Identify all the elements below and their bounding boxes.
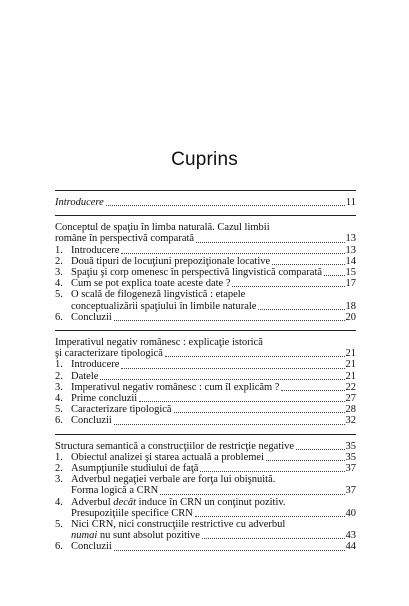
toc-page-number: 13: [345, 244, 356, 256]
toc-page-number: 13: [345, 233, 356, 245]
toc-page-number: 21: [345, 348, 356, 360]
dot-leader: [160, 494, 344, 495]
item-label: Caracterizare tipologică: [71, 404, 172, 416]
toc-item: [55, 312, 356, 323]
item-label: Concluzii: [71, 415, 112, 427]
item-label: Obiectul analizei şi starea actuală a problemei: [71, 451, 264, 463]
toc-section-chapter-3: [55, 434, 356, 553]
item-label: Presupoziţiile specifice CRN: [71, 507, 193, 519]
toc-page-number: 44: [345, 541, 356, 553]
item-number: 6.: [55, 311, 63, 323]
toc-page-number: 11: [345, 197, 356, 208]
dot-leader: [232, 286, 344, 287]
item-number: 3.: [55, 474, 63, 486]
toc-entry-label: Introducere: [55, 197, 104, 208]
dot-leader: [139, 401, 344, 402]
dot-leader: [281, 390, 344, 391]
dot-leader: [200, 471, 344, 472]
toc-item: [55, 508, 356, 519]
toc-item-first-line: [55, 519, 356, 530]
item-label-italic: decât: [113, 496, 137, 508]
dot-leader: [114, 424, 345, 425]
item-number: 5.: [55, 404, 63, 416]
dot-leader: [202, 538, 345, 539]
toc-page-number: 28: [345, 404, 356, 416]
dot-leader: [174, 412, 345, 413]
item-label: nu sunt absolut pozitive: [97, 530, 200, 542]
item-label: Adverbul negaţiei verbale are forţa lui obişnuită.: [71, 474, 276, 486]
item-label: Adverbul: [71, 496, 114, 508]
dot-leader: [296, 449, 344, 450]
dot-leader: [121, 368, 344, 369]
item-number: 2.: [55, 463, 63, 475]
toc-page-number: 15: [345, 267, 356, 279]
chapter-title-line: Conceptul de spaţiu în limba naturală. Cazul limbii: [55, 222, 270, 234]
toc-page-number: 18: [345, 300, 356, 312]
toc-page-number: 32: [345, 415, 356, 427]
dot-leader: [324, 275, 344, 276]
dot-leader: [121, 253, 344, 254]
item-label: Datele: [71, 370, 99, 382]
toc-item: [55, 245, 356, 256]
dot-leader: [106, 205, 345, 206]
item-number: 2.: [55, 370, 63, 382]
toc-entry-chapter-2: [55, 348, 356, 359]
toc-item: [55, 278, 356, 289]
toc-page-number: 22: [345, 381, 356, 393]
item-number: 3.: [55, 381, 63, 393]
item-label: induce în CRN un conţinut pozitiv.: [136, 496, 286, 508]
dot-leader: [272, 264, 344, 265]
item-label: conceptualizării spaţiului în limbile naturale: [71, 300, 257, 312]
table-of-contents: [55, 190, 356, 560]
toc-page-number: 35: [345, 451, 356, 463]
dot-leader: [266, 460, 345, 461]
toc-item-first-line: [55, 497, 356, 508]
toc-item: [55, 359, 356, 370]
item-label: Nici CRN, nici construcţiile restrictive cu adverbul: [71, 519, 286, 531]
toc-item: [55, 256, 356, 267]
chapter-title-line: Structura semantică a construcţiilor de restricţie negative: [55, 440, 295, 452]
dot-leader: [114, 320, 345, 321]
toc-page-number: 40: [345, 507, 356, 519]
item-number: 1.: [55, 244, 63, 256]
item-label: Imperativul negativ românesc : cum îl explicăm ?: [71, 381, 280, 393]
toc-section-chapter-1: [55, 215, 356, 323]
toc-item: [55, 530, 356, 541]
toc-item: [55, 541, 356, 552]
dot-leader: [258, 309, 344, 310]
toc-item: [55, 301, 356, 312]
toc-page-number: 37: [345, 485, 356, 497]
toc-page-number: 17: [345, 278, 356, 290]
item-label: [71, 530, 200, 541]
item-number: 6.: [55, 541, 63, 553]
toc-item: [55, 267, 356, 278]
toc-item: [55, 452, 356, 463]
chapter-title-line: Imperativul negativ românesc : explicaţie istorică: [55, 337, 263, 349]
item-label: Spaţiu şi corp omenesc în perspectivă lingvistică comparată: [71, 267, 323, 279]
item-label: Forma logică a CRN: [71, 485, 159, 497]
item-number: 5.: [55, 519, 63, 531]
dot-leader: [114, 550, 345, 551]
toc-item: [55, 404, 356, 415]
item-label: Cum se pot explica toate aceste date ?: [71, 278, 231, 290]
toc-item: [55, 382, 356, 393]
chapter-title-line: şi caracterizare tipologică: [55, 348, 163, 360]
toc-item: [55, 415, 356, 426]
item-label: Prime concluzii: [71, 393, 138, 405]
item-label: Introducere: [71, 359, 120, 371]
item-number: 2.: [55, 255, 63, 267]
item-label: Concluzii: [71, 541, 112, 553]
item-number: 1.: [55, 451, 63, 463]
item-label: Două tipuri de locuţiuni prepoziţionale locative: [71, 255, 271, 267]
item-number: 4.: [55, 496, 63, 508]
toc-page-number: 21: [345, 370, 356, 382]
toc-entry-intro: [55, 197, 356, 208]
page-title: Cuprins: [171, 149, 238, 170]
toc-item: [55, 371, 356, 382]
toc-entry-chapter-1: [55, 233, 356, 244]
item-number: 4.: [55, 278, 63, 290]
toc-item: [55, 463, 356, 474]
item-label: Introducere: [71, 244, 120, 256]
dot-leader: [195, 516, 345, 517]
toc-page-number: 27: [345, 393, 356, 405]
toc-entry-chapter-3: [55, 441, 356, 452]
item-label: O scală de filogeneză lingvistică : etapele: [71, 289, 246, 301]
dot-leader: [100, 379, 344, 380]
item-label: Concluzii: [71, 311, 112, 323]
chapter-title-line: române în perspectivă comparată: [55, 233, 195, 245]
dot-leader: [196, 242, 344, 243]
item-number: 6.: [55, 415, 63, 427]
toc-section-chapter-2: [55, 330, 356, 427]
toc-page-number: 14: [345, 255, 356, 267]
toc-item: [55, 485, 356, 496]
toc-page-number: 37: [345, 463, 356, 475]
toc-item-first-line: [55, 474, 356, 485]
item-number: 3.: [55, 267, 63, 279]
item-number: 4.: [55, 393, 63, 405]
item-number: 5.: [55, 289, 63, 301]
toc-section-intro: [55, 190, 356, 208]
toc-item-first-line: [55, 289, 356, 300]
item-label-italic: numai: [71, 530, 98, 542]
item-label: Asumpţiunile studiului de faţă: [71, 463, 199, 475]
toc-page-number: 20: [345, 311, 356, 323]
item-number: 1.: [55, 359, 63, 371]
dot-leader: [165, 356, 345, 357]
toc-page-number: 35: [345, 440, 356, 452]
toc-page-number: 43: [345, 530, 356, 542]
toc-page-number: 21: [345, 359, 356, 371]
toc-item: [55, 393, 356, 404]
